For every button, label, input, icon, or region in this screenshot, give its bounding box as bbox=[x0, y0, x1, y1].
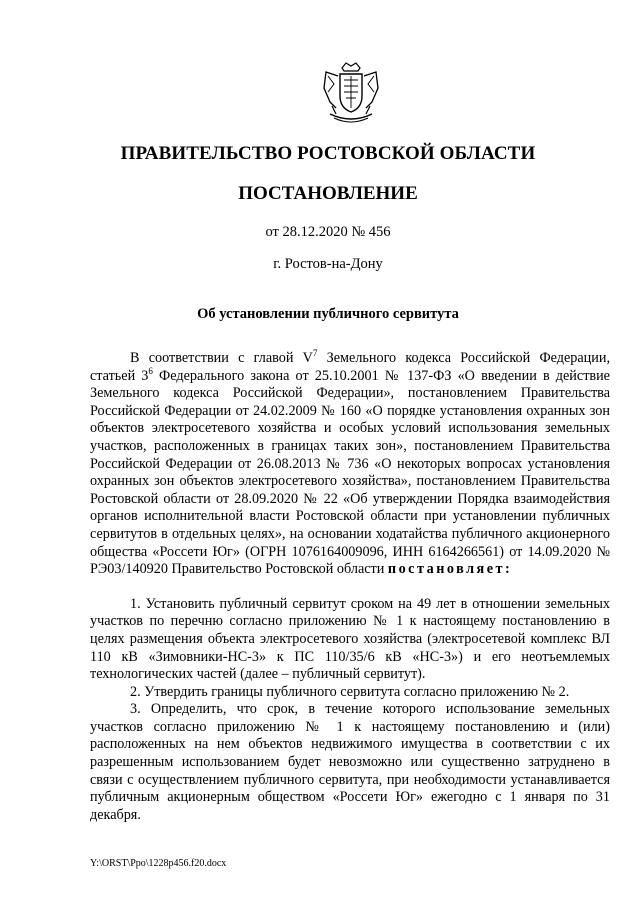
decree-word: постановляет: bbox=[387, 561, 513, 578]
document-kind: ПОСТАНОВЛЕНИЕ bbox=[238, 183, 418, 204]
preamble-paragraph bbox=[90, 350, 610, 579]
city: г. Ростов-на-Дону bbox=[273, 256, 383, 272]
date-number: от 28.12.2020 № 456 bbox=[265, 224, 391, 240]
rostov-oblast-coat-of-arms-icon bbox=[320, 62, 382, 128]
document-body bbox=[90, 350, 610, 824]
file-path-footer: Y:\ORST\Ppo\1228p456.f20.docx bbox=[90, 858, 227, 869]
item-1: 1. Установить публичный сервитут сроком на 49 лет в отношении земельных участков по перечню согласно приложению № 1 к настоящему постановлению в целях размещения объекта электросетевого хозяйства (электросетевой комплекс ВЛ 110 кВ «Зимовники-НС-3» к ПС 110/35/6 кВ «НС-3») и его неотъемлемых технологических частей (далее – публичный сервитут). bbox=[90, 595, 610, 683]
superscript-2: 6 bbox=[148, 365, 153, 376]
government-title: ПРАВИТЕЛЬСТВО РОСТОВСКОЙ ОБЛАСТИ bbox=[120, 143, 536, 164]
item-3: 3. Определить, что срок, в течение которого использование земельных участков согласно приложению № 1 к настоящему постановлению и (или) расположенных на нем объектов недвижимого имущества в соответствии с их разрешенным использованием будет невозможно или существенно затруднено в связи с осуществлением публичного сервитута, при необходимости устанавливается публичным акционерным обществом «Россети Юг» ежегодно с 1 января по 31 декабря. bbox=[90, 701, 610, 823]
preamble-text-3: Федерального закона от 25.10.2001 № 137-ФЗ «О введении в действие Земельного кодекса Российской Федерации», постановлением Правительства Российской Федерации от 24.02.2009 № 160 «О порядке установления охранных зон объектов электросетевого хозяйства и особых условий использования земельных участков, расположенных в границах таких зон», постановлением Правительства Российской Федерации от 26.08.2013 № 736 «О некоторых вопросах установления охранных зон объектов электросетевого хозяйства», постановлением Правительства Ростовской области от 28.09.2020 № 22 «Об утверждении Порядка взаимодействия органов исполнительной власти Ростовской области при установлении публичных сервитутов в отдельных целях», на основании ходатайства публичного акционерного общества «Россети Юг» (ОГРН 1076164009096, ИНН 6164266561) от 14.09.2020 № РЭ03/140920 Правительство Ростовской области bbox=[90, 367, 610, 578]
superscript-1: 7 bbox=[312, 348, 318, 358]
preamble-text-1: В соответствии с главой V bbox=[130, 350, 313, 366]
subject-title: Об установлении публичного сервитута bbox=[197, 306, 459, 322]
item-2: 2. Утвердить границы публичного сервитута согласно приложению № 2. bbox=[130, 683, 570, 700]
preamble-text-2: Земельного кодекса Российской Федерации, статьей 3 bbox=[90, 350, 610, 384]
